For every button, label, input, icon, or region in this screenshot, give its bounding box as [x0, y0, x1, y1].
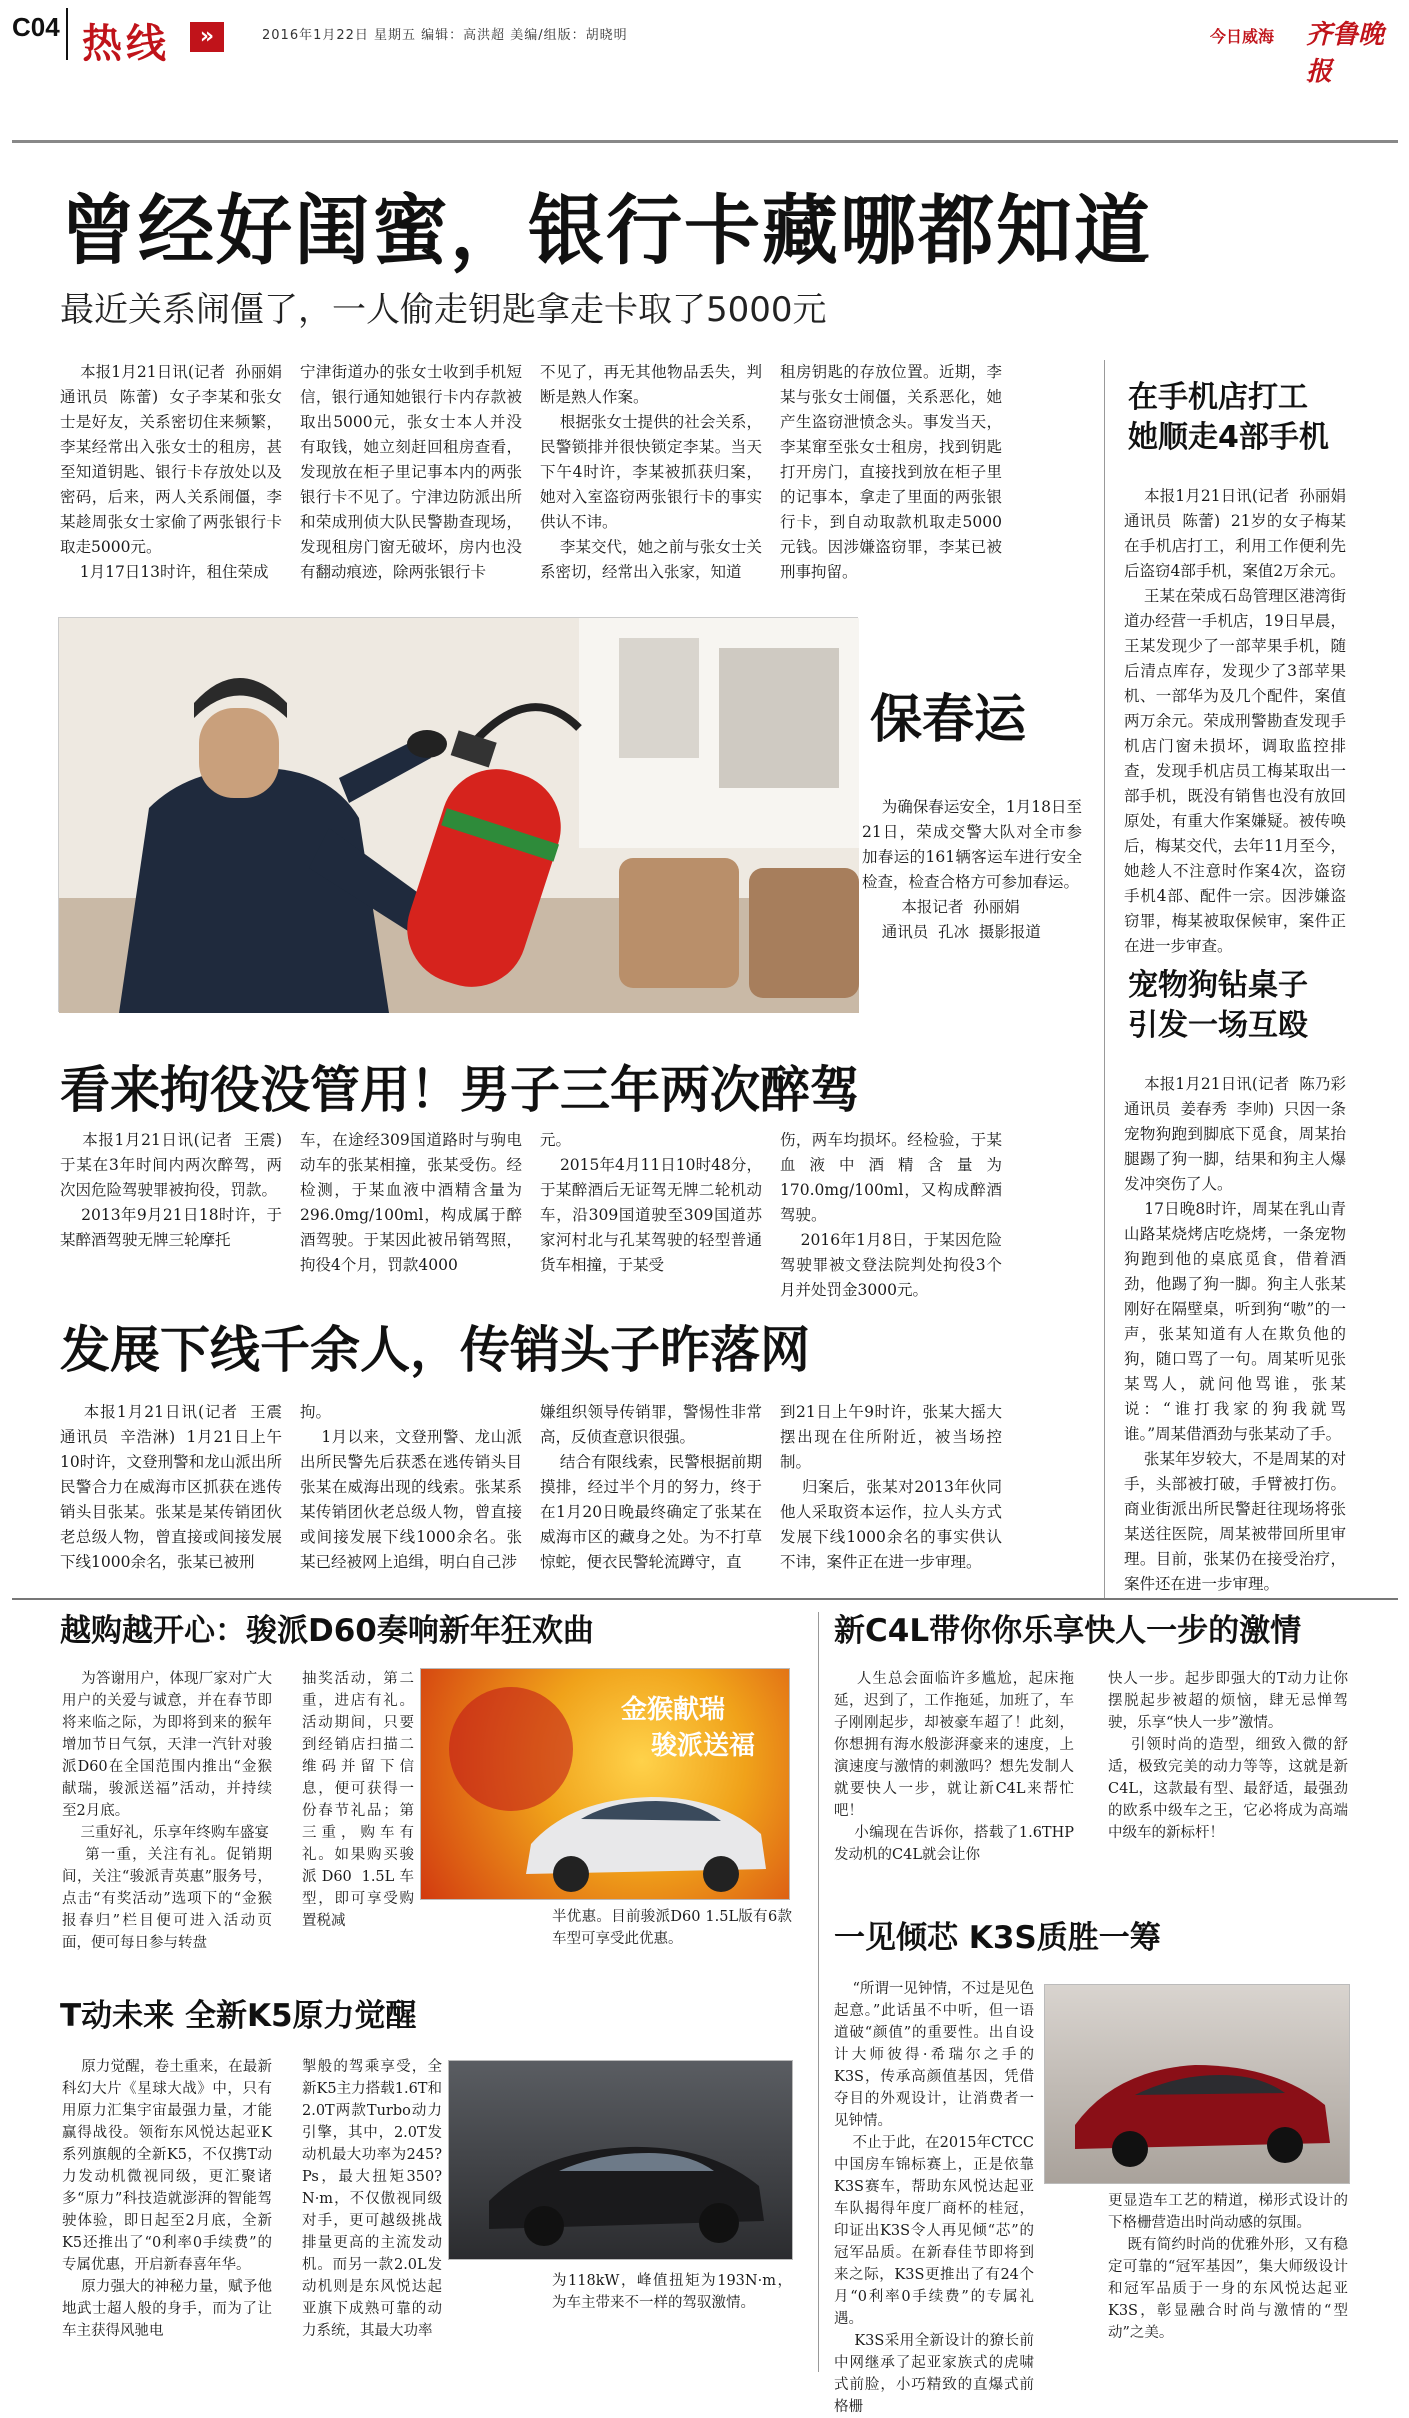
ad1-col-2: 抽奖活动，第二重，进店有礼。活动期间，只要到经销店扫描二维码并留下信息，便可获得一份春节礼品；第三重，购车有礼。如果购买骏派D60 1.5L车型，即可享受购置税减: [302, 1671, 414, 1929]
main-headline: 曾经好闺蜜，银行卡藏哪都知道: [60, 186, 1152, 275]
ad1-banner-line2: 骏派送福: [651, 1731, 756, 1761]
ad4-col-2: 更显造车工艺的精道，梯形式设计的下格栅营造出时尚动感的氛围。 既有简约时尚的优雅外形，又有稳定可靠的“冠军基因”，集大师级设计和冠军品质于一身的东风悦达起亚K3S，彰显融合时尚与激情的“型动”之美。: [1108, 2193, 1349, 2341]
article3-col-1: 本报1月21日讯(记者 王震 通讯员 辛浩淋) 1月21日上午10时许，文登刑警和龙山派出所民警合力在威海市区抓获在逃传销头目张某。张某是某传销团伙老总级人物，曾直接或间接发展下线1000余名，张某已被刑: [60, 1403, 292, 1571]
spring-caption: 为确保春运安全，1月18日至21日，荣成交警大队对全市参加春运的161辆客运车进行安全检查，检查合格方可参加春运。 本报记者 孙丽娟 通讯员 孔冰 摄影报道: [862, 798, 1082, 941]
side1-body: 本报1月21日讯(记者 孙丽娟 通讯员 陈蕾) 21岁的女子梅某在手机店打工，利用工作便利先后盗窃4部手机，案值2万余元。 王某在荣成石岛管理区港湾街道办经营一手机店，19日早晨，王某发现少了一部苹果手机，随后清点库存，发现少了3部苹果机、一部华为及几个配件，案值两万余元。荣成刑警勘查发现手机店门窗未损坏，调取监控排查，发现手机店员工梅某取出一部手机，既没有销售也没有放回原处，有重大作案嫌疑。被传唤后，梅某交代，去年11月至今，她趁人不注意时作案4次，盗窃手机4部、配件一宗。因涉嫌盗窃罪，梅某被取保候审，案件正在进一步审查。: [1124, 487, 1346, 955]
page-number: C04: [12, 12, 60, 42]
sidebar-divider: [1104, 360, 1105, 1600]
ad4-car-photo: [1044, 1984, 1350, 2184]
brand-small: 今日威海: [1210, 27, 1275, 46]
ad2-col-1: 人生总会面临许多尴尬，起床拖延，迟到了，工作拖延，加班了，车子刚刚起步，却被豪车超了！此刻，你想拥有海水般澎湃豪来的速度，上演速度与激情的刺激吗？想先发制人就要快人一步，就让新C4L来帮忙吧！ 小编现在告诉你，搭载了1.6THP发动机的C4L就会让你: [834, 1671, 1075, 1863]
article2-col-2: 车，在途经309国道路时与驹电动车的张某相撞，张某受伤。经检测，于某血液中酒精含量为296.0mg/100ml，构成属于醉酒驾驶。于某因此被吊销驾照，拘役4个月，罚款4000: [300, 1131, 522, 1274]
police-photo-illustration: [59, 618, 859, 1013]
section-title: 热线: [82, 21, 170, 67]
article3-col-2: 拘。 1月以来，文登刑警、龙山派出所民警先后获悉在逃传销头目张某在威海出现的线索。张某系某传销团伙老总级人物，曾直接或间接发展下线1000余名。张某已经被网上追缉，明白自己涉: [300, 1403, 522, 1571]
side2-body: 本报1月21日讯(记者 陈乃彩 通讯员 姜春秀 李帅) 只因一条宠物狗跑到脚底下觅食，周某抬腿踢了狗一脚，结果和狗主人爆发冲突伤了人。 17日晚8时许，周某在乳山青山路某烧烤店吃烧烤，一条宠物狗跑到他的桌底觅食，借着酒劲，他踢了狗一脚。狗主人张某刚好在隔壁桌，听到狗“嗷”的一声，张某知道有人在欺负他的狗，随口骂了一句。周某听见张某骂人，就问他骂谁，张某说：“谁打我家的狗我就骂谁。”周某借酒劲与张某动了手。 张某年岁较大，不是周某的对手，头部被打破，手臂被打伤。商业街派出所民警赶往现场将张某送往医院，周某被带回所里审理。目前，张某仍在接受治疗，案件还在进一步审理。: [1124, 1075, 1346, 1593]
ad4-headline: 一见倾芯 K3S质胜一筹: [834, 1920, 1161, 1956]
side2-title-line1: 宠物狗钻桌子: [1128, 968, 1308, 1003]
main-col-3: 不见了，再无其他物品丢失，判断是熟人作案。 根据张女士提供的社会关系，民警锁排并很快锁定李某。当天下午4时许，李某被抓获归案，她对入室盗窃两张银行卡的事实供认不讳。 李某交代，她之前与张女士关系密切，经常出入张家，知道: [540, 363, 762, 581]
article2-col-1: 本报1月21日讯(记者 王震) 于某在3年时间内两次醉驾，两次因危险驾驶罪被拘役，罚款。 2013年9月21日18时许，于某醉酒驾驶无牌三轮摩托: [60, 1131, 282, 1249]
ad1-banner: [420, 1668, 790, 1900]
ad3-headline: T动未来 全新K5原力觉醒: [60, 1998, 417, 2034]
header-rule: [12, 140, 1398, 143]
ad1-car-illustration: [421, 1669, 791, 1901]
ad1-headline: 越购越开心：骏派D60奏响新年狂欢曲: [60, 1613, 594, 1649]
ad-section-rule: [12, 1598, 1398, 1600]
article3-col-3: 嫌组织领导传销罪，警惕性非常高，反侦查意识很强。 结合有限线索，民警根据前期摸排，经过半个月的努力，终于在1月20日晚最终确定了张某在威海市区的藏身之处。为不打草惊蛇，便衣民警轮流蹲守，直: [540, 1403, 762, 1571]
main-col-1: 本报1月21日讯(记者 孙丽娟 通讯员 陈蕾) 女子李某和张女士是好友，关系密切住来频繁，李某经常出入张女士的租房，甚至知道钥匙、银行卡存放处以及密码，后来，两人关系闹僵，李某趁周张女士家偷了两张银行卡取走5000元。 1月17日13时许，租住荣成: [60, 363, 282, 581]
police-photo: [58, 617, 858, 1012]
section-arrow-icon: »: [190, 22, 224, 52]
ad1-banner-line1: 金猴献瑞: [621, 1695, 726, 1725]
ad1-col-1: 为答谢用户，体现厂家对广大用户的关爱与诚意，并在春节即将来临之际，为即将到来的猴年增加节日气氛，天津一汽针对骏派D60在全国范围内推出“金猴献瑞，骏派送福”活动，并持续至2月底。 三重好礼，乐享年终购车盛宴 第一重，关注有礼。促销期间，关注“骏派青英惠”服务号，点击“有奖活动”选项下的“金猴报春归”栏目便可进入活动页面，便可每日参与转盘: [62, 1671, 273, 1951]
main-col-4: 租房钥匙的存放位置。近期，李某与张女士闹僵，关系恶化，她产生盗窃泄愤念头。事发当天，李某窜至张女士租房，找到钥匙打开房门，直接找到放在柜子里的记事本，拿走了里面的两张银行卡，到自动取款机取走5000元钱。因涉嫌盗窃罪，李某已被刑事拘留。: [780, 363, 1002, 581]
ad4-car-illustration: [1045, 1985, 1351, 2185]
article3-headline: 发展下线千余人，传销头子昨落网: [60, 1321, 810, 1379]
article2-col-4: 伤，两车均损坏。经检验，于某血液中酒精含量为170.0mg/100ml，又构成醉酒驾驶。 2016年1月8日，于某因危险驾驶罪被文登法院判处拘役3个月并处罚金3000元。: [780, 1131, 1002, 1299]
ad3-col-2: 掣般的驾乘享受，全新K5主力搭载1.6T和2.0T两款Turbo动力引擎，其中，2.0T发动机最大功率为245?Ps，最大扭矩350?N·m，不仅傲视同级对手，更可越级挑战排量更高的主流发动机。而另一款2.0L发动机则是东风悦达起亚旗下成熟可靠的动力系统，其最大功率: [302, 2059, 442, 2339]
ad3-col-1: 原力觉醒，卷土重来，在最新科幻大片《星球大战》中，只有用原力汇集宇宙最强力量，才能赢得战役。领衔东风悦达起亚K系列旗舰的全新K5，不仅携T动力发动机微视同级，更汇聚诸多“原力”科技造就澎湃的智能驾驶体验，即日起至2月底，全新K5还推出了“0利率0手续费”的专属优惠，开启新春喜年华。 原力强大的神秘力量，赋予他地武士超人般的身手，而为了让车主获得风驰电: [62, 2059, 272, 2339]
ad-column-divider: [818, 1612, 819, 2372]
ad3-col-3: 为118kW，峰值扭矩为193N·m，为车主带来不一样的驾驭激情。: [552, 2273, 792, 2311]
side2-title-line2: 引发一场互殴: [1128, 1008, 1308, 1043]
side1-title-line2: 她顺走4部手机: [1128, 420, 1329, 455]
main-col-2: 宁津街道办的张女士收到手机短信，银行通知她银行卡内存款被取出5000元，张女士本人并没有取钱，她立刻赶回租房查看，发现放在柜子里记事本内的两张银行卡不见了。宁津边防派出所和荣成刑侦大队民警勘查现场，发现租房门窗无破坏，房内也没有翻动痕迹，除两张银行卡: [300, 363, 522, 581]
article2-headline: 看来拘役没管用！男子三年两次醉驾: [60, 1061, 860, 1119]
article2-col-3: 元。 2015年4月11日10时48分，于某醉酒后无证驾无牌二轮机动车，沿309国道驶至309国道苏家河村北与孔某驾驶的轻型普通货车相撞，于某受: [540, 1131, 762, 1274]
ad2-col-2: 快人一步。起步即强大的T动力让你摆脱起步被超的烦恼，肆无忌惮驾驶，乐享“快人一步”激情。 引领时尚的造型，细致入微的舒适，极致完美的动力等等，这就是新C4L，这款最有型、最舒适，最强劲的欧系中级车之王，它必将成为高端中级车的新标杆！: [1108, 1671, 1349, 1841]
main-subhead: 最近关系闹僵了，一人偷走钥匙拿走卡取了5000元: [60, 290, 827, 330]
spring-title: 保春运: [870, 690, 1027, 750]
ad3-car-illustration: [449, 2061, 794, 2261]
date-line: 2016年1月22日 星期五 编辑：高洪超 美编/组版：胡晓明: [262, 28, 628, 43]
brand-logo: 齐鲁晚报: [1306, 20, 1385, 87]
ad4-col-1: “所谓一见钟情，不过是见色起意。”此话虽不中听，但一语道破“颜值”的重要性。出自设计大师彼得·希瑞尔之手的K3S，传承高颜值基因，凭借夺目的外观设计，让消费者一见钟情。 不止于此，在2015年CTCC中国房车锦标赛上，正是依靠K3S赛车，帮助东风悦达起亚车队揭得年度厂商杯的桂冠，印证出K3S令人再见倾“芯”的冠军品质。在新春佳节即将到来之际，K3S更推出了有24个月“0利率0手续费”的专属礼遇。 K3S采用全新设计的獠长前中网继承了起亚家族式的虎啸式前脸，小巧精致的直爆式前格栅: [834, 1981, 1035, 2415]
ad2-headline: 新C4L带你你乐享快人一步的激情: [834, 1613, 1302, 1649]
side1-title-line1: 在手机店打工: [1128, 380, 1308, 415]
header-divider: [66, 8, 68, 60]
ad3-car-photo: [448, 2060, 793, 2260]
ad1-col-3: 半优惠。目前骏派D60 1.5L版有6款车型可享受此优惠。: [552, 1909, 792, 1947]
article3-col-4: 到21日上午9时许，张某大摇大摆出现在住所附近，被当场控制。 归案后，张某对2013年伙同他人采取资本运作，拉人头方式发展下线1000余名的事实供认不讳，案件正在进一步审理。: [780, 1403, 1002, 1571]
